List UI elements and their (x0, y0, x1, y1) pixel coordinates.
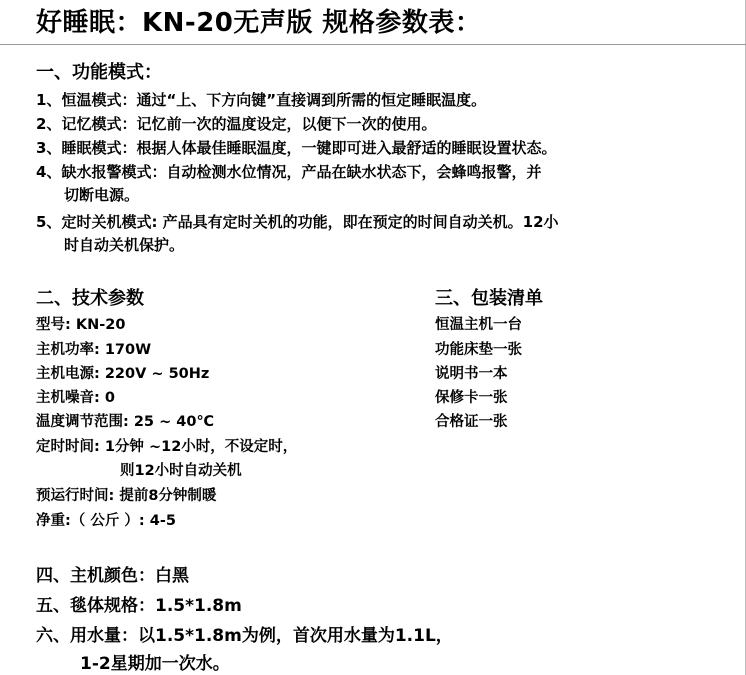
spec-row: 主机功率: 170W (36, 342, 152, 358)
package-item: 恒温主机一台 (435, 317, 522, 333)
section-package-heading: 三、包装清单 (435, 288, 543, 309)
package-item: 说明书一本 (435, 366, 508, 382)
page-title: 好睡眠：KN-20无声版 规格参数表： (36, 8, 482, 38)
title-divider (0, 44, 746, 45)
mode-text: 产品具有定时关机的功能，即在预定的时间自动关机。12小 (157, 213, 559, 231)
section-size: 五、毯体规格：1.5*1.8m (36, 596, 242, 616)
spec-row: 型号: KN-20 (36, 317, 126, 333)
mode-item (36, 210, 559, 234)
mode-number: 3、 (36, 139, 62, 157)
mode-label: 睡眠模式： (61, 139, 137, 157)
package-item: 功能床垫一张 (435, 342, 522, 358)
section-specs-heading: 二、技术参数 (36, 288, 144, 309)
mode-item (36, 160, 541, 184)
section-water: 六、用水量：以1.5*1.8m为例，首次用水量为1.1L， (36, 626, 453, 646)
mode-item (36, 136, 556, 160)
mode-number: 5、 (36, 213, 62, 231)
mode-number: 2、 (36, 115, 62, 133)
mode-text-continued: 切断电源。 (64, 186, 140, 204)
mode-label: 缺水报警模式： (61, 163, 167, 181)
package-item: 合格证一张 (435, 414, 508, 430)
mode-number: 4、 (36, 163, 62, 181)
mode-text: 通过“上、下方向键”直接调到所需的恒定睡眠温度。 (136, 91, 487, 109)
spec-row: 净重:（ 公斤 ）: 4-5 (36, 513, 176, 529)
spec-row: 温度调节范围: 25 ~ 40℃ (36, 414, 215, 430)
mode-item (36, 112, 436, 136)
mode-label: 恒温模式： (61, 91, 137, 109)
spec-row: 定时时间: 1分钟 ~12小时，不设定时， (36, 439, 298, 455)
section-water-continued: 1-2星期加一次水。 (80, 654, 230, 674)
mode-text: 记忆前一次的温度设定，以便下一次的使用。 (136, 115, 437, 133)
spec-row: 主机电源: 220V ~ 50Hz (36, 366, 210, 382)
mode-text: 自动检测水位情况，产品在缺水状态下，会蜂鸣报警，并 (166, 163, 542, 181)
mode-text: 根据人体最佳睡眠温度，一键即可进入最舒适的睡眠设置状态。 (136, 139, 557, 157)
mode-item (36, 88, 486, 112)
mode-label: 记忆模式： (61, 115, 137, 133)
section-color: 四、主机颜色：白黑 (36, 566, 189, 586)
mode-text-continued: 时自动关机保护。 (64, 236, 185, 254)
mode-number: 1、 (36, 91, 62, 109)
spec-row: 主机噪音: 0 (36, 390, 115, 406)
mode-label: 定时关机模式: (61, 213, 158, 231)
package-item: 保修卡一张 (435, 390, 508, 406)
spec-row-continued: 则12小时自动关机 (120, 463, 242, 479)
section-function-heading: 一、功能模式： (36, 62, 162, 83)
spec-row: 预运行时间: 提前8分钟制暖 (36, 488, 217, 504)
